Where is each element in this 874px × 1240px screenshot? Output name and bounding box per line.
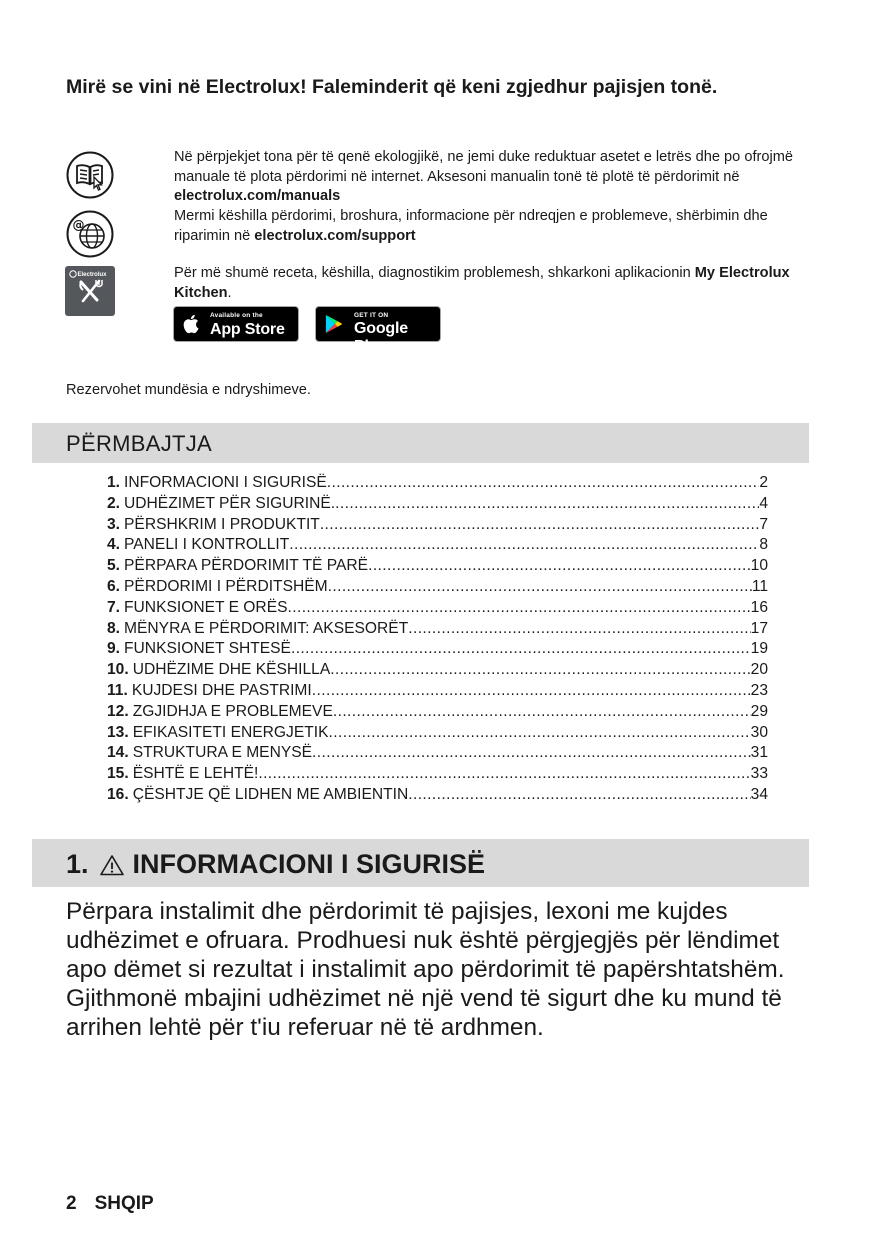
warning-icon (99, 853, 125, 877)
googleplay-small-label: GET IT ON (354, 312, 389, 319)
toc-leader-dots (333, 703, 751, 721)
toc-entry-title: INFORMACIONI I SIGURISË (124, 474, 327, 491)
toc-number: 10. (107, 661, 129, 679)
toc-entry-title: PËRSHKRIM I PRODUKTIT (124, 515, 320, 533)
toc-leader-dots (408, 786, 750, 804)
toc-row[interactable] (107, 516, 768, 537)
toc-leader-dots (320, 516, 759, 534)
globe-at-icon (65, 209, 115, 259)
apple-icon (183, 313, 201, 335)
toc-entry-title: UDHËZIME DHE KËSHILLA (132, 661, 331, 679)
toc-page-number: 4 (759, 494, 768, 512)
appstore-small-label: Available on the (210, 312, 263, 319)
toc-title: PËRMBAJTJA (66, 431, 213, 456)
toc-number: 2. (107, 494, 121, 512)
toc-entry-title: MËNYRA E PËRDORIMIT: AKSESORËT (124, 619, 409, 637)
toc-entry-title: FUNKSIONET SHTESË (124, 640, 291, 658)
toc-entry-title: KUJDESI DHE PASTRIMI (131, 681, 312, 699)
toc-row[interactable] (107, 536, 768, 557)
section-1-header (32, 839, 809, 887)
section-1-body: Përpara instalimit dhe përdorimit të pajisjes, lexoni me kujdes udhëzimet e ofruara. Prodhuesi nuk është përgjegjës për lëndimet apo dëmet si rezultat i instalimit apo përdorimit të papërshtatshëm. Gjithmonë mbajini udhëzimet në një vend të sigurt dhe ku mund të arrihen lehtë për t'iu referuar në të ardhmen. (66, 898, 785, 1041)
toc-page-number: 33 (750, 765, 768, 783)
app-text: Për më shumë receta, këshilla, diagnostikim problemesh, shkarkoni aplikacionin (174, 265, 695, 281)
toc-number: 8. (107, 619, 121, 637)
toc-page-number: 30 (750, 723, 768, 741)
toc-entry-title: ÇËSHTJE QË LIDHEN ME AMBIENTIN (132, 785, 409, 803)
toc-page-number: 8 (759, 536, 768, 554)
toc-leader-dots (335, 495, 759, 513)
toc-row[interactable] (107, 474, 768, 495)
toc-leader-dots (289, 536, 759, 554)
toc-leader-dots (312, 744, 751, 762)
google-play-button[interactable] (315, 306, 441, 355)
toc-page-number: 17 (750, 619, 768, 637)
toc-leader-dots (328, 578, 752, 596)
toc-number: 5. (107, 557, 121, 575)
toc-number: 7. (107, 598, 121, 616)
support-info (174, 207, 814, 246)
toc-number: 3. (107, 515, 121, 533)
manuals-link[interactable]: electrolux.com/manuals (174, 188, 341, 204)
toc-page-number: 29 (750, 702, 768, 720)
language-label: SHQIP (94, 1193, 154, 1214)
toc-page-number: 2 (759, 474, 768, 491)
toc-entry-title: STRUKTURA E MENYSË (132, 744, 313, 762)
app-info (174, 264, 814, 303)
googleplay-big-label: Google Play (354, 320, 408, 355)
toc-row[interactable] (107, 599, 768, 620)
toc-number: 1. (107, 474, 121, 491)
toc-leader-dots (368, 557, 751, 575)
app-period: . (227, 284, 232, 301)
page-number: 2 (66, 1193, 77, 1214)
toc-leader-dots (258, 765, 750, 783)
toc-leader-dots (288, 599, 751, 617)
welcome-heading: Mirë se vini në Electrolux! Faleminderit që keni zgjedhur pajisjen tonë. (66, 76, 718, 98)
section-1-title: INFORMACIONI I SIGURISË (132, 849, 486, 879)
toc-row[interactable] (107, 495, 768, 516)
toc-row[interactable] (107, 786, 768, 807)
toc-entry-title: UDHËZIMET PËR SIGURINË. (124, 494, 336, 512)
toc-page-number: 23 (750, 681, 768, 699)
toc-row[interactable] (107, 703, 768, 724)
toc-leader-dots (312, 682, 751, 700)
toc-row[interactable] (107, 765, 768, 786)
support-link[interactable]: electrolux.com/support (254, 227, 416, 244)
toc-page-number: 34 (750, 785, 768, 803)
electrolux-kitchen-app-icon (65, 266, 115, 316)
toc-entry-title: PËRDORIMI I PËRDITSHËM (124, 577, 328, 595)
toc-number: 9. (107, 640, 121, 658)
toc-number: 14. (107, 744, 129, 762)
support-text: Mermi këshilla përdorimi, broshura, informacione për ndreqjen e problemeve, shërbimin dhe riparimin në (174, 208, 768, 244)
toc-leader-dots (329, 724, 751, 742)
app-icon-brand: Electrolux (77, 272, 107, 278)
table-of-contents (107, 474, 768, 807)
toc-page-number: 11 (751, 577, 768, 595)
toc-number: 11. (107, 681, 128, 699)
toc-row[interactable] (107, 724, 768, 745)
toc-entry-title: PËRPARA PËRDORIMIT TË PARË (124, 557, 369, 575)
svg-text:@: @ (72, 218, 85, 232)
toc-entry-title: FUNKSIONET E ORËS (124, 598, 288, 616)
google-play-icon (325, 314, 343, 334)
page-footer (66, 1193, 154, 1215)
toc-row[interactable] (107, 640, 768, 661)
toc-row[interactable] (107, 744, 768, 765)
manuals-text: Në përpjekjet tona për të qenë ekologjikë, ne jemi duke reduktuar asetet e letrës dhe po ofrojmë manuale të plota përdorimi në internet. Aksesoni manualin tonë të plotë të përdorimit në (174, 149, 793, 185)
toc-number: 13. (107, 723, 129, 741)
toc-header (32, 423, 809, 463)
toc-page-number: 20 (750, 661, 768, 679)
appstore-big-label: App Store (210, 321, 285, 338)
toc-entry-title: ËSHTË E LEHTË! (132, 765, 259, 783)
toc-page-number: 7 (759, 515, 768, 533)
toc-page-number: 10 (750, 557, 768, 575)
toc-leader-dots (330, 661, 750, 679)
toc-page-number: 19 (750, 640, 768, 658)
toc-page-number: 31 (750, 744, 768, 762)
toc-row[interactable] (107, 557, 768, 578)
section-1-number: 1. (66, 849, 89, 879)
toc-number: 6. (107, 577, 121, 595)
app-name: My Electrolux Kitchen (174, 265, 790, 301)
reserved-note: Rezervohet mundësia e ndryshimeve. (66, 382, 311, 398)
toc-number: 15. (107, 765, 129, 783)
toc-entry-title: ZGJIDHJA E PROBLEMEVE (132, 702, 333, 720)
toc-number: 4. (107, 536, 121, 554)
toc-page-number: 16 (750, 598, 768, 616)
toc-entry-title: EFIKASITETI ENERGJETIK (132, 723, 329, 741)
toc-number: 16. (107, 785, 129, 803)
toc-row[interactable] (107, 578, 768, 599)
toc-row[interactable] (107, 620, 768, 641)
toc-row[interactable] (107, 661, 768, 682)
book-cursor-icon (65, 150, 115, 200)
toc-leader-dots (408, 620, 750, 638)
toc-row[interactable] (107, 682, 768, 703)
app-store-button[interactable] (173, 306, 299, 342)
toc-number: 12. (107, 702, 129, 720)
toc-leader-dots (291, 640, 751, 658)
toc-entry-title: PANELI I KONTROLLIT (124, 536, 290, 554)
manuals-info (174, 148, 814, 207)
toc-leader-dots (327, 474, 760, 492)
